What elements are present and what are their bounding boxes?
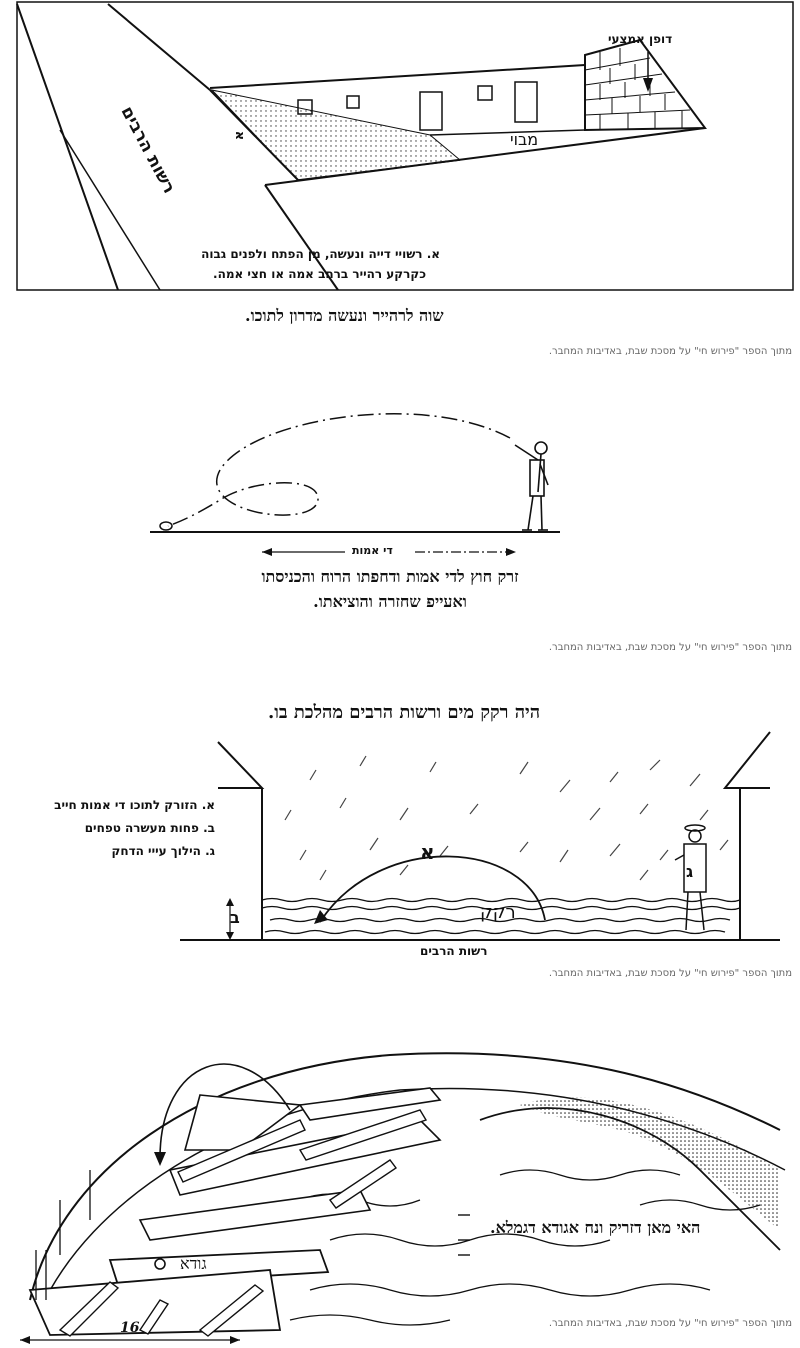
figure4-caption: האי מאן דזריק ונח אגודא דגמלא. bbox=[490, 1218, 701, 1237]
thrower-figure bbox=[515, 442, 548, 530]
label-a: א bbox=[420, 840, 435, 864]
label-c: ג bbox=[686, 862, 694, 881]
figure3-credit: מתוך הספר "פירוש חי" על מסכת שבת, באדיבות המחבר. bbox=[548, 968, 792, 979]
distance-label: די אמות bbox=[352, 544, 393, 557]
figure3-legend bbox=[0, 794, 215, 863]
figure1-caption: שוה לרהייר ונעשה מדרון לתוכו. bbox=[245, 306, 444, 325]
middle-wall-label: דופן אמצעי bbox=[608, 32, 673, 46]
figure2-caption bbox=[200, 564, 580, 614]
puddle-label: רקק bbox=[480, 902, 516, 923]
plank-label: גודא bbox=[180, 1254, 207, 1273]
figure1-note-line1: א. רשויי דייה ונעשה, מן הפתח ולפנים גבוה bbox=[201, 247, 440, 261]
figure1-note-line2: כקרקע רהייר ברחב אמה או חצי אמה. bbox=[213, 267, 426, 281]
legend-b: ב. פחות מעשרה טפחים bbox=[84, 821, 215, 835]
figure1-note bbox=[180, 244, 440, 284]
figure2-credit: מתוך הספר "פירוש חי" על מסכת שבת, באדיבות המחבר. bbox=[548, 642, 792, 653]
legend-c: ג. הילוך עייי הדחק bbox=[111, 844, 215, 858]
figure2-caption-line2: ואעייפ שחזרה והוציאתו. bbox=[313, 592, 467, 611]
figure-alley bbox=[0, 0, 800, 357]
figure1-credit: מתוך הספר "פירוש חי" על מסכת שבת, באדיבות המחבר. bbox=[548, 346, 792, 357]
legend-a: א. הזורק לתוכו די אמות חייב bbox=[54, 798, 215, 812]
figure4-credit: מתוך הספר "פירוש חי" על מסכת שבת, באדיבות המחבר. bbox=[548, 1318, 792, 1329]
figure-bridge bbox=[0, 1000, 800, 1348]
figure2-caption-line1: זרק חוץ לדי אמות ודחפתו הרוח והכניסתו bbox=[261, 567, 519, 586]
throw-illustration bbox=[0, 380, 800, 560]
figure-throw-wind bbox=[0, 380, 800, 670]
figure3-title: היה רקק מים ורשות הרבים מהלכת בו. bbox=[268, 702, 541, 723]
ground-label: רשות הרבים bbox=[420, 944, 488, 958]
bridge-illustration bbox=[0, 1000, 800, 1345]
width-label: 16 bbox=[120, 1320, 140, 1336]
street-label: רשות הרבים bbox=[116, 103, 180, 197]
label-b: ב bbox=[230, 908, 240, 927]
point-a-label: א bbox=[232, 130, 248, 141]
figure-puddle bbox=[0, 690, 800, 990]
alley-label: מבוי bbox=[510, 130, 539, 149]
